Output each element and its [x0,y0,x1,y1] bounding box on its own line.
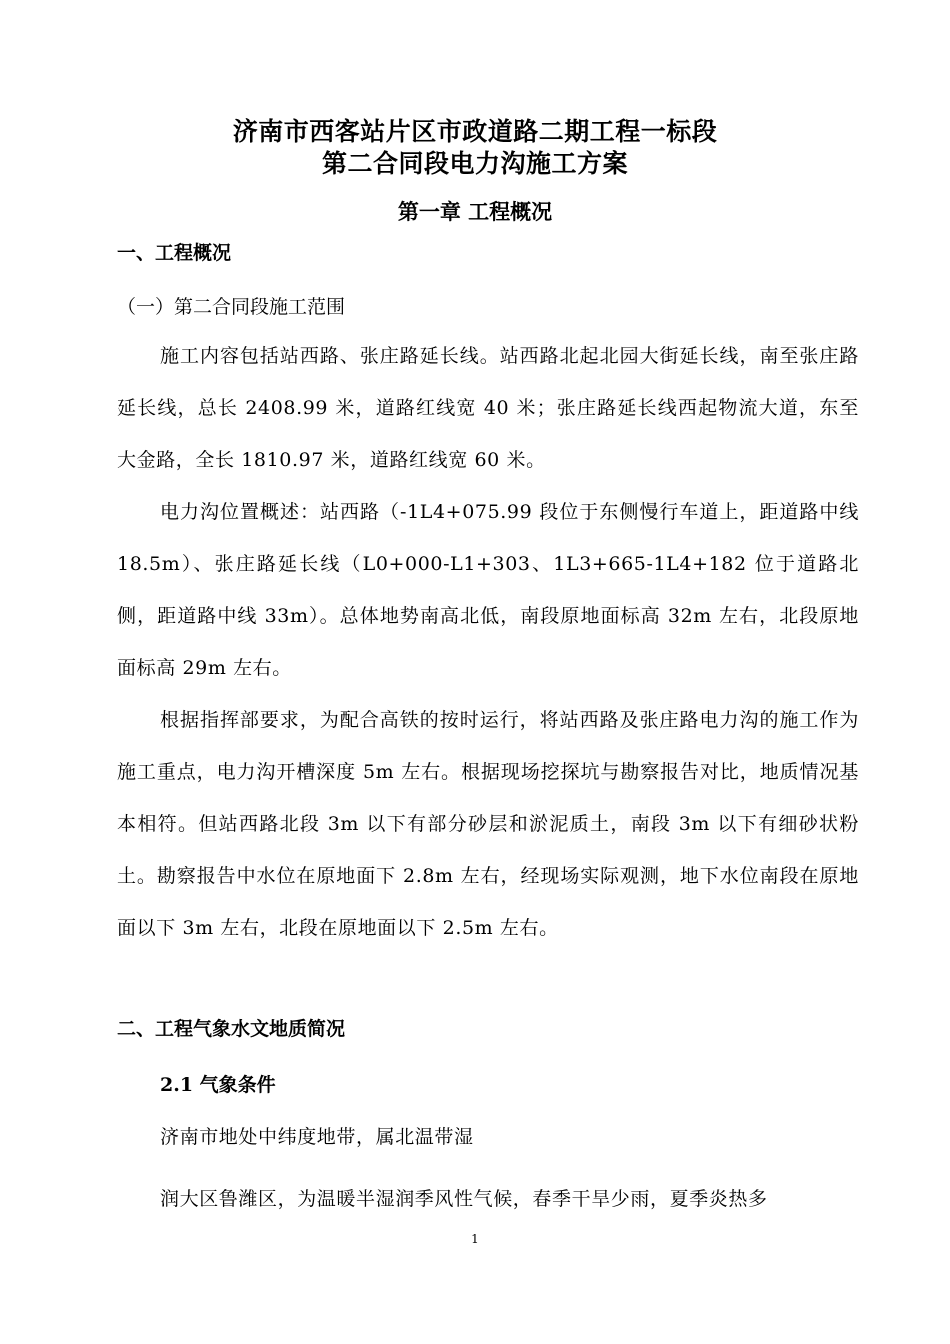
section-heading-overview: 一、工程概况 [117,242,232,264]
document-title-line2: 第二合同段电力沟施工方案 [321,149,628,178]
paragraph-trench-location: 电力沟位置概述：站西路（-1L4+075.99 段位于东侧慢行车道上，距道路中线 18.5m）、张庄路延长线（L0+000-L1+303、1L3+665-1L4+182 位于道路北侧，距道路中线 33m）。总体地势南高北低，南段原地面标高 32m 左右，北段原地面标高 29m 左右。 [117,501,859,679]
paragraph-climate-line2: 润大区鲁潍区，为温暖半湿润季风性气候，春季干旱少雨，夏季炎热多 [160,1188,768,1210]
subsection-heading-scope: （一）第二合同段施工范围 [117,296,346,318]
paragraph-construction-scope: 施工内容包括站西路、张庄路延长线。站西路北起北园大街延长线，南至张庄路延长线，总长 2408.99 米，道路红线宽 40 米；张庄路延长线西起物流大道，东至大金路，全长 1810.97 米，道路红线宽 60 米。 [117,345,859,471]
subsection-heading-climate: 2.1 气象条件 [160,1074,276,1096]
paragraph-climate-line1: 济南市地处中纬度地带，属北温带湿 [160,1126,474,1148]
page-number: 1 [471,1232,479,1246]
document-title-line1: 济南市西客站片区市政道路二期工程一标段 [232,117,718,146]
chapter-heading: 第一章 工程概况 [397,199,553,224]
section-heading-climate-geology: 二、工程气象水文地质简况 [117,1018,346,1040]
paragraph-geology-water: 根据指挥部要求，为配合高铁的按时运行，将站西路及张庄路电力沟的施工作为施工重点，电力沟开槽深度 5m 左右。根据现场挖探坑与勘察报告对比，地质情况基本相符。但站西路北段 3m 以下有部分砂层和淤泥质土，南段 3m 以下有细砂状粉土。勘察报告中水位在原地面下 2.8m 左右，经现场实际观测，地下水位南段在原地面以下 3m 左右，北段在原地面以下 2.5m 左右。 [117,709,859,939]
